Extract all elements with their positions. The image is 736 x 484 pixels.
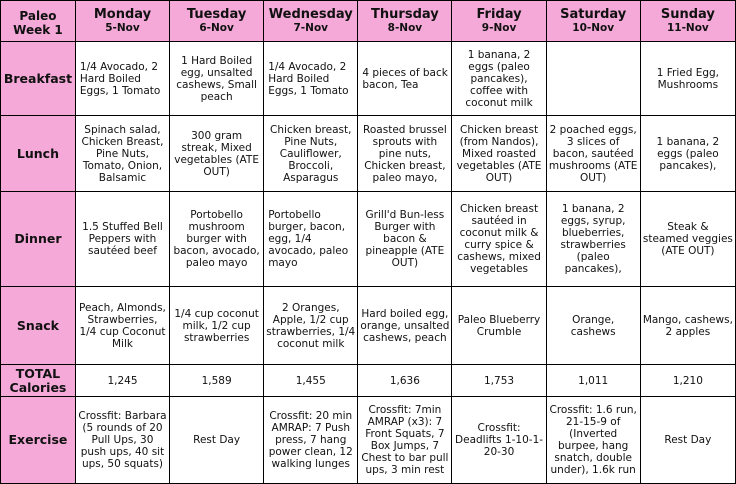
dinner-wednesday: Portobello burger, bacon, egg, 1/4 avocado, paleo mayo [264,192,358,287]
day-name: Thursday [371,7,439,22]
snack-friday: Paleo Blueberry Crumble [452,287,546,365]
day-header-saturday [546,1,640,42]
dinner-saturday: 1 banana, 2 eggs, syrup, blueberries, strawberries (paleo pancakes), [546,192,640,287]
breakfast-sunday: 1 Fried Egg, Mushrooms [640,42,735,116]
exercise-tuesday: Rest Day [170,397,264,484]
exercise-thursday: Crossfit: 7min AMRAP (x3): 7 Front Squats, 7 Box Jumps, 7 Chest to bar pull ups, 3 min rest [358,397,452,484]
row-label-snack: Snack [1,287,76,365]
dinner-thursday: Grill'd Bun-less Burger with bacon & pineapple (ATE OUT) [358,192,452,287]
breakfast-saturday [546,42,640,116]
day-name: Saturday [560,7,627,22]
calories-thursday: 1,636 [358,365,452,397]
lunch-monday: Spinach salad, Chicken Breast, Pine Nuts, Tomato, Onion, Balsamic [75,116,169,192]
snack-saturday: Orange, cashews [546,287,640,365]
day-name: Monday [93,7,152,22]
breakfast-tuesday: 1 Hard Boiled egg, unsalted cashews, Small peach [170,42,264,116]
snack-tuesday: 1/4 cup coconut milk, 1/2 cup strawberries [170,287,264,365]
day-name: Tuesday [186,7,247,22]
exercise-wednesday: Crossfit: 20 min AMRAP: 7 Push press, 7 hang power clean, 12 walking lunges [264,397,358,484]
exercise-friday: Crossfit: Deadlifts 1-10-1-20-30 [452,397,546,484]
day-date: 11-Nov [666,22,709,34]
exercise-sunday: Rest Day [640,397,735,484]
row-exercise [1,397,736,484]
week-label [1,1,76,42]
row-lunch [1,116,736,192]
breakfast-thursday: 4 pieces of back bacon, Tea [358,42,452,116]
row-label-total-calories: TOTAL Calories [1,365,76,397]
exercise-monday: Crossfit: Barbara (5 rounds of 20 Pull Ups, 30 push ups, 40 sit ups, 50 squats) [75,397,169,484]
week-label-line1: Paleo [19,8,57,23]
lunch-wednesday: Chicken breast, Pine Nuts, Cauliflower, Broccoli, Asparagus [264,116,358,192]
day-header-friday [452,1,546,42]
snack-wednesday: 2 Oranges, Apple, 1/2 cup strawberries, 1/4 coconut milk [264,287,358,365]
day-name: Sunday [660,7,715,22]
breakfast-monday: 1/4 Avocado, 2 Hard Boiled Eggs, 1 Tomato [75,42,169,116]
row-label-exercise: Exercise [1,397,76,484]
lunch-thursday: Roasted brussel sprouts with pine nuts, Chicken breast, paleo mayo, [358,116,452,192]
day-date: 7-Nov [293,22,329,34]
dinner-friday: Chicken breast sautéed in coconut milk & curry spice & cashews, mixed vegetables [452,192,546,287]
row-label-dinner: Dinner [1,192,76,287]
calories-saturday: 1,011 [546,365,640,397]
day-date: 10-Nov [572,22,615,34]
calories-tuesday: 1,589 [170,365,264,397]
day-name: Friday [476,7,522,22]
dinner-sunday: Steak & steamed veggies (ATE OUT) [640,192,735,287]
lunch-friday: Chicken breast (from Nandos), Mixed roasted vegetables (ATE OUT) [452,116,546,192]
row-total-calories [1,365,736,397]
row-label-lunch: Lunch [1,116,76,192]
week-label-line2: Week 1 [13,22,63,37]
lunch-saturday: 2 poached eggs, 3 slices of bacon, sautéed mushrooms (ATE OUT) [546,116,640,192]
row-snack [1,287,736,365]
row-breakfast [1,42,736,116]
day-date: 9-Nov [481,22,517,34]
row-dinner [1,192,736,287]
day-date: 5-Nov [105,22,140,34]
calories-monday: 1,245 [75,365,169,397]
day-name: Wednesday [268,7,353,22]
day-header-sunday [640,1,735,42]
snack-thursday: Hard boiled egg, orange, unsalted cashews, peach [358,287,452,365]
day-header-monday [75,1,169,42]
calories-friday: 1,753 [452,365,546,397]
snack-monday: Peach, Almonds, Strawberries, 1/4 cup Coconut Milk [75,287,169,365]
breakfast-wednesday: 1/4 Avocado, 2 Hard Boiled Eggs, 1 Tomato [264,42,358,116]
lunch-tuesday: 300 gram streak, Mixed vegetables (ATE OUT) [170,116,264,192]
day-header-wednesday [264,1,358,42]
exercise-saturday: Crossfit: 1.6 run, 21-15-9 of (Inverted burpee, hang snatch, double under), 1.6k run [546,397,640,484]
day-date: 8-Nov [387,22,423,34]
calories-wednesday: 1,455 [264,365,358,397]
dinner-monday: 1.5 Stuffed Bell Peppers with sautéed beef [75,192,169,287]
breakfast-friday: 1 banana, 2 eggs (paleo pancakes), coffee with coconut milk [452,42,546,116]
day-date: 6-Nov [199,22,234,34]
lunch-sunday: 1 banana, 2 eggs (paleo pancakes), [640,116,735,192]
snack-sunday: Mango, cashews, 2 apples [640,287,735,365]
dinner-tuesday: Portobello mushroom burger with bacon, avocado, paleo mayo [170,192,264,287]
header-row [1,1,736,42]
day-header-thursday [358,1,452,42]
calories-sunday: 1,210 [640,365,735,397]
day-header-tuesday [170,1,264,42]
row-label-breakfast: Breakfast [1,42,76,116]
